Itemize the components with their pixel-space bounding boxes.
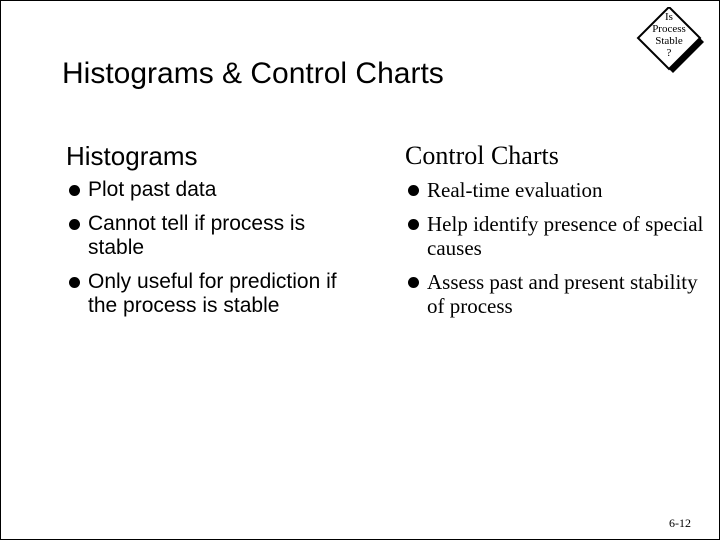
stability-badge-text — [634, 11, 704, 59]
filled-circle-bullet-icon — [408, 277, 419, 288]
list-item — [66, 178, 366, 202]
filled-circle-bullet-icon — [69, 277, 80, 288]
list-item — [405, 270, 705, 318]
page-number: 6-12 — [669, 516, 691, 530]
slide-title: Histograms & Control Charts — [62, 57, 444, 90]
histograms-column — [66, 140, 366, 328]
histograms-bullet-list — [66, 178, 366, 318]
filled-circle-bullet-icon — [69, 185, 80, 196]
histograms-heading: Histograms — [66, 141, 198, 171]
filled-circle-bullet-icon — [408, 185, 419, 196]
bullet-text: Cannot tell if process is stable — [88, 212, 306, 259]
badge-line-3: Stable — [655, 35, 683, 47]
filled-circle-bullet-icon — [408, 219, 419, 230]
filled-circle-bullet-icon — [69, 219, 80, 230]
badge-line-4: ? — [666, 47, 672, 59]
bullet-text: Plot past data — [88, 178, 217, 201]
bullet-text: Help identify presence of special causes — [427, 212, 704, 260]
list-item — [405, 212, 705, 260]
bullet-text: Real-time evaluation — [427, 178, 603, 202]
badge-line-1: Is — [665, 11, 673, 23]
bullet-text: Only useful for prediction if the process is stable — [88, 270, 337, 317]
badge-line-2: Process — [652, 23, 686, 35]
list-item — [405, 178, 705, 202]
control-charts-bullet-list — [405, 178, 705, 318]
list-item — [66, 270, 366, 318]
bullet-text: Assess past and present stability of process — [427, 270, 698, 318]
list-item — [66, 212, 366, 260]
control-charts-column — [405, 140, 705, 328]
control-charts-heading: Control Charts — [405, 141, 559, 170]
